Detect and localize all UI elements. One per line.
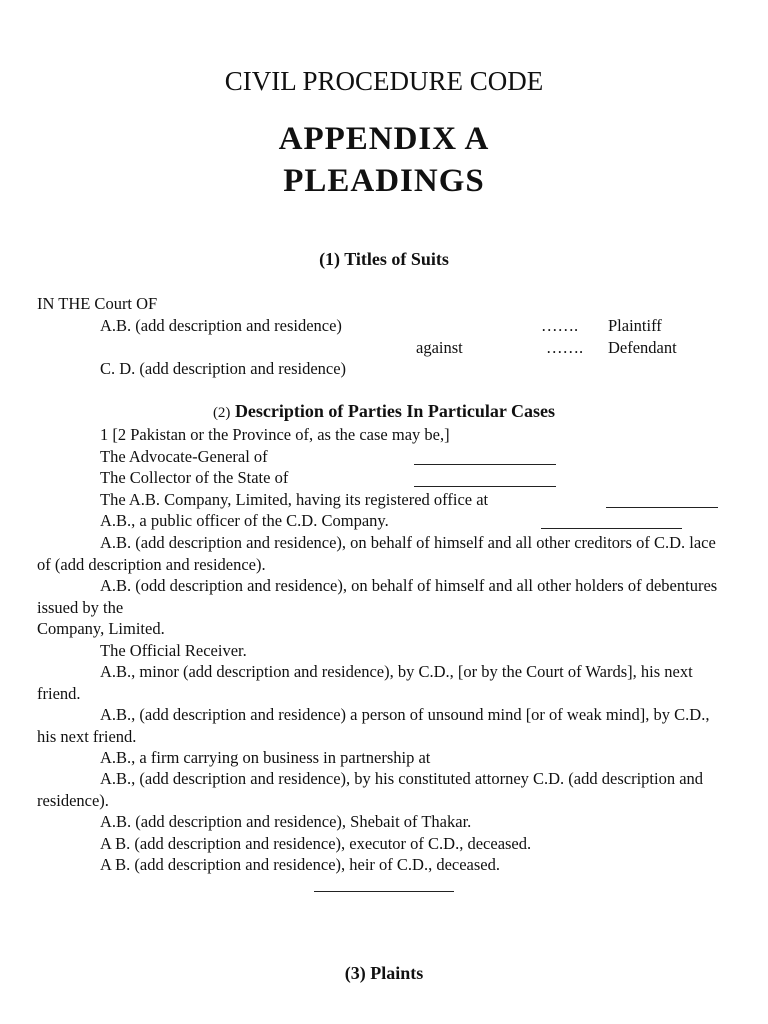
document-subtitle: CIVIL PROCEDURE CODE <box>224 66 544 96</box>
court-line: IN THE Court OF <box>37 294 158 313</box>
heir-line: A B. (add description and residence), heir of C.D., deceased. <box>100 855 500 874</box>
minor-paragraph: A.B., minor (add description and residence), by C.D., [or by the Court of Wards], his next friend. <box>37 662 693 703</box>
collector-blank <box>414 486 556 487</box>
public-officer-line: A.B., a public officer of the C.D. Company. <box>100 511 389 530</box>
section-heading-titles-of-suits: (1) Titles of Suits <box>319 249 449 269</box>
defendant-dots: ……. <box>546 338 584 357</box>
advocate-general-blank <box>414 464 556 465</box>
defendant-description: C. D. (add description and residence) <box>100 359 347 378</box>
official-receiver-line: The Official Receiver. <box>100 641 247 660</box>
section-heading-plaints: (3) Plaints <box>344 963 424 983</box>
shebait-line: A.B. (add description and residence), Shebait of Thakar. <box>100 812 472 831</box>
creditors-paragraph: A.B. (add description and residence), on behalf of himself and all other creditors of C.D. lace of (add description and residence). <box>37 533 716 574</box>
appendix-title: APPENDIX A <box>278 121 490 157</box>
plaintiff-label: Plaintiff <box>608 316 662 335</box>
section-divider <box>314 891 454 892</box>
firm-line: A.B., a firm carrying on business in partnership at <box>100 748 431 767</box>
public-officer-blank <box>541 528 682 529</box>
attorney-paragraph: A.B., (add description and residence), by his constituted attorney C.D. (add description and residence). <box>37 769 704 810</box>
pleadings-title: PLEADINGS <box>283 163 485 199</box>
company-office-blank <box>606 507 718 508</box>
company-office-line: The A.B. Company, Limited, having its registered office at <box>100 490 489 509</box>
section-heading-description-of-parties <box>0 401 768 422</box>
plaintiff-description: A.B. (add description and residence) <box>100 316 342 335</box>
advocate-general-line: The Advocate-General of <box>100 447 268 466</box>
debentures-paragraph: A.B. (odd description and residence), on behalf of himself and all other holders of debentures issued by the <box>37 576 718 617</box>
executor-line: A B. (add description and residence), executor of C.D., deceased. <box>100 834 532 853</box>
pakistan-line: 1 [2 Pakistan or the Province of, as the case may be,] <box>100 425 450 444</box>
section-heading-number: (2) <box>212 405 231 421</box>
against-label: against <box>416 338 463 357</box>
unsound-mind-paragraph: A.B., (add description and residence) a person of unsound mind [or of weak mind], by C.D., his next friend. <box>37 705 710 746</box>
section-heading-text: Description of Parties In Particular Cases <box>234 401 556 421</box>
company-limited-line: Company, Limited. <box>37 619 165 638</box>
collector-line: The Collector of the State of <box>100 468 289 487</box>
plaintiff-dots: ……. <box>541 316 579 335</box>
defendant-label: Defendant <box>608 338 677 357</box>
